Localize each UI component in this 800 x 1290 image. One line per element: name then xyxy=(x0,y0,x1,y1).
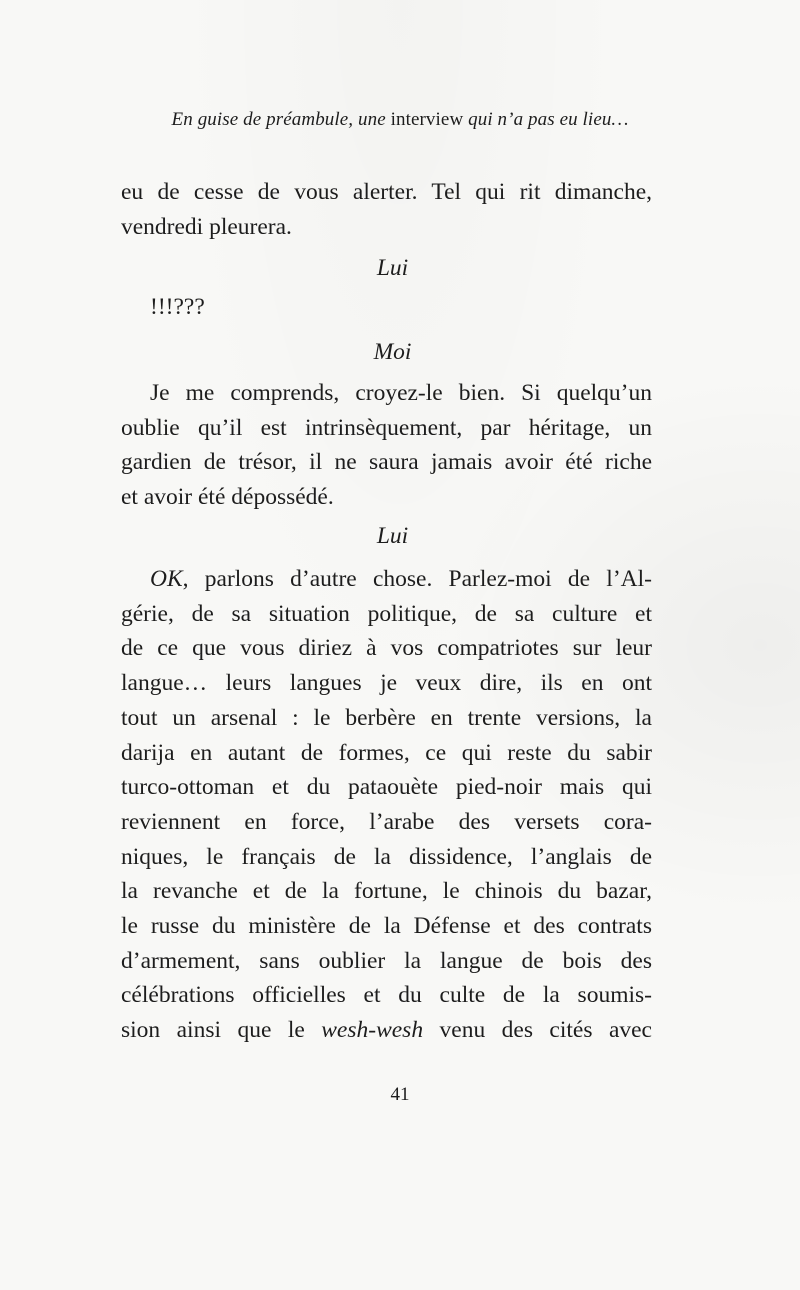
paragraph-line: le russe du ministère de la Défense et des contrats xyxy=(121,913,652,940)
paragraph-exclamation xyxy=(121,290,652,325)
speaker-label-moi: Moi xyxy=(373,339,412,365)
paragraph-line: célébrations officielles et du culte de la soumis- xyxy=(121,982,652,1009)
paragraph-line: darija en autant de formes, ce qui reste du sabir xyxy=(121,739,652,766)
paragraph-line: la revanche et de la fortune, le chinois du bazar, xyxy=(121,878,652,905)
paragraph-line: sion ainsi que le wesh-wesh venu des cités avec xyxy=(121,1017,652,1044)
paragraph-line: Je me comprends, croyez-le bien. Si quelqu’un xyxy=(150,380,652,406)
paragraph-line: oublie qu’il est intrinsèquement, par héritage, un xyxy=(121,414,652,441)
paragraph-line: et avoir été dépossédé. xyxy=(121,484,334,511)
paragraph-line: reviennent en force, l’arabe des versets cora- xyxy=(121,808,652,835)
paragraph-line: eu de cesse de vous alerter. Tel qui rit dimanche, xyxy=(121,179,652,205)
page-number: 41 xyxy=(390,1084,410,1105)
paragraph-continuation xyxy=(121,175,652,244)
running-head-part3: qui n’a pas eu lieu… xyxy=(468,109,629,130)
running-head-part2: interview xyxy=(390,109,464,130)
emphasis-wesh-wesh: wesh-wesh xyxy=(321,1017,424,1044)
paragraph-lui-question xyxy=(121,562,652,1048)
paragraph-line: OK, parlons d’autre chose. Parlez-moi de l’Al- xyxy=(150,566,652,592)
running-head-part1: En guise de préambule, une xyxy=(171,109,386,130)
paragraph-line: gardien de trésor, il ne saura jamais avoir été riche xyxy=(121,449,652,476)
paragraph-line: de ce que vous diriez à vos compatriotes sur leur xyxy=(121,635,652,662)
paragraph-line: gérie, de sa situation politique, de sa culture et xyxy=(121,600,652,627)
paragraph-line: tout un arsenal : le berbère en trente versions, la xyxy=(121,704,652,731)
paragraph-line: d’armement, sans oublier la langue de bois des xyxy=(121,947,652,974)
emphasis-ok: OK xyxy=(150,566,183,592)
paragraph-line: !!!??? xyxy=(150,294,205,320)
running-head xyxy=(0,109,800,131)
speaker-label-lui: Lui xyxy=(376,255,409,281)
paragraph-line: langue… leurs langues je veux dire, ils en ont xyxy=(121,670,652,697)
paragraph-line: niques, le français de la dissidence, l’anglais de xyxy=(121,843,652,870)
paragraph-moi-answer xyxy=(121,376,652,515)
speaker-label-lui: Lui xyxy=(376,523,409,549)
paragraph-line: vendredi pleurera. xyxy=(121,213,292,240)
paragraph-line: turco-ottoman et du pataouète pied-noir mais qui xyxy=(121,774,652,801)
